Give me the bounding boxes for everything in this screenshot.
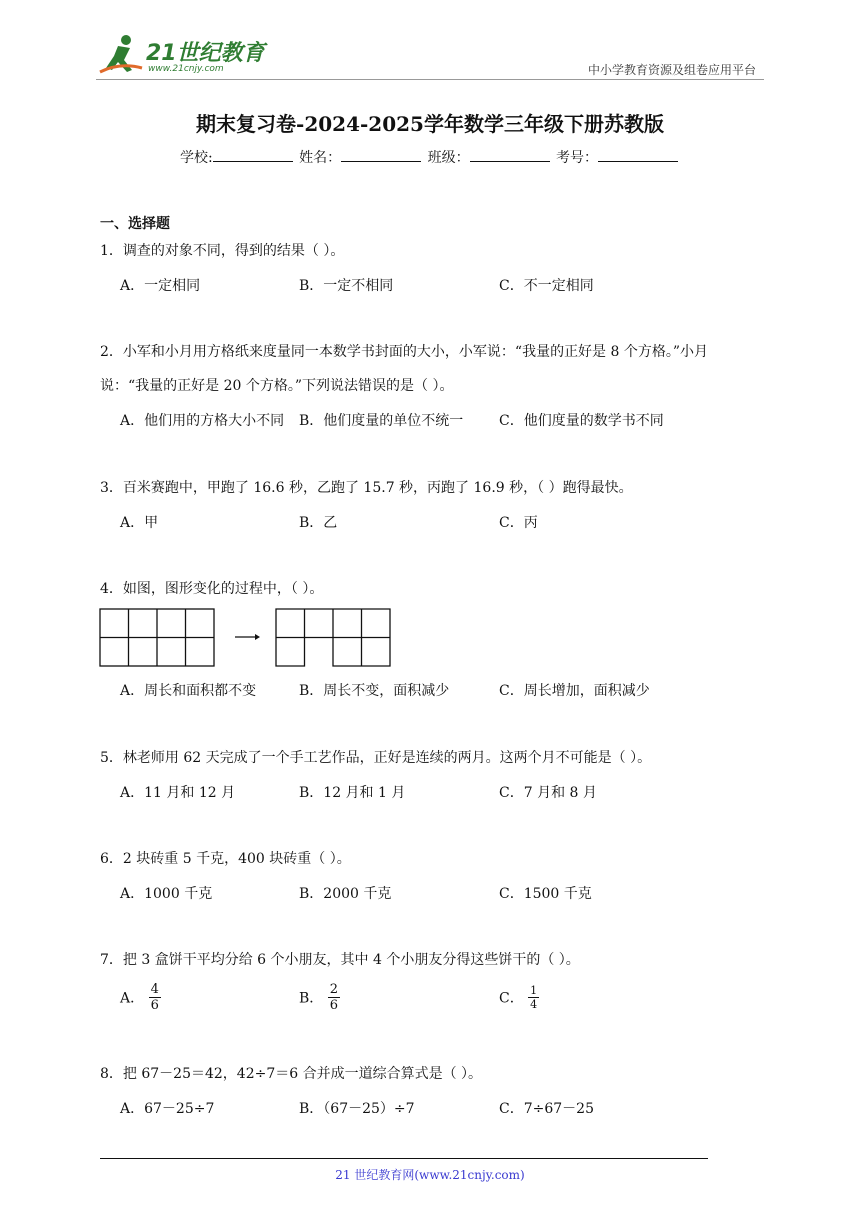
- q1-option-a: A．一定相同: [120, 278, 201, 294]
- arrow-right-icon: [235, 634, 260, 640]
- q7-option-c-label: C．: [499, 990, 524, 1007]
- q6-option-b: B．2000 千克: [299, 886, 392, 902]
- question-4-stem: 4．如图，图形变化的过程中，（ ）。: [100, 581, 324, 597]
- fraction: [528, 984, 539, 1011]
- q4-option-b: B．周长不变，面积减少: [299, 683, 450, 699]
- question-6-stem: 6．2 块砖重 5 千克，400 块砖重（ ）。: [100, 851, 351, 867]
- q4-option-a: A．周长和面积都不变: [120, 683, 257, 699]
- class-label: 班级：: [427, 150, 470, 166]
- denominator: 6: [329, 998, 339, 1013]
- q3-option-a: A．甲: [120, 515, 159, 531]
- name-blank[interactable]: [341, 147, 421, 162]
- numerator: 2: [329, 982, 339, 997]
- q4-option-c: C．周长增加，面积减少: [499, 683, 650, 699]
- section-title: 一、选择题: [100, 216, 170, 232]
- name-label: 姓名：: [299, 150, 342, 166]
- question-8-stem: 8．把 67－25＝42，42÷7＝6 合并成一道综合算式是（ ）。: [100, 1066, 483, 1082]
- header-divider: [96, 79, 764, 80]
- question-3-stem: 3．百米赛跑中，甲跑了 16.6 秒，乙跑了 15.7 秒，丙跑了 16.9 秒，（ ）跑得最快。: [100, 480, 633, 496]
- q3-option-c: C．丙: [499, 515, 538, 531]
- q7-option-b-label: B．: [299, 990, 324, 1007]
- question-7-stem: 7．把 3 盒饼干平均分给 6 个小朋友，其中 4 个小朋友分得这些饼干的（ ）。: [100, 952, 580, 968]
- school-blank[interactable]: [213, 147, 293, 162]
- q7-option-b: [299, 982, 340, 1013]
- logo: [96, 32, 266, 78]
- q3-option-b: B．乙: [299, 515, 338, 531]
- logo-text: 21世纪教育: [146, 41, 265, 66]
- q7-option-c: [499, 984, 539, 1011]
- q6-option-c: C．1500 千克: [499, 886, 592, 902]
- exam-no-label: 考号：: [556, 150, 599, 166]
- q6-option-a: A．1000 千克: [120, 886, 213, 902]
- exam-no-blank[interactable]: [598, 147, 678, 162]
- question-1-stem: 1．调查的对象不同，得到的结果（ ）。: [100, 243, 345, 259]
- q2-option-c: C．他们度量的数学书不同: [499, 413, 664, 429]
- q1-option-b: B．一定不相同: [299, 278, 394, 294]
- platform-label: 中小学教育资源及组卷应用平台: [587, 63, 756, 77]
- q5-option-c: C．7 月和 8 月: [499, 785, 597, 801]
- q8-option-c: C．7÷67－25: [499, 1101, 594, 1117]
- logo-url: www.21cnjy.com: [148, 64, 224, 74]
- fraction: [328, 982, 340, 1013]
- q5-option-a: A．11 月和 12 月: [120, 785, 236, 801]
- student-info-line: [0, 147, 860, 167]
- q2-option-a: A．他们用的方格大小不同: [120, 413, 285, 429]
- q7-option-a: [120, 982, 161, 1013]
- page-title: 期末复习卷-2024-2025学年数学三年级下册苏教版: [196, 112, 664, 136]
- question-5-stem: 5．林老师用 62 天完成了一个手工艺作品，正好是连续的两月。这两个月不可能是（ ）。: [100, 750, 652, 766]
- school-label: 学校:: [179, 150, 213, 166]
- numerator: 4: [150, 982, 159, 997]
- footer-link[interactable]: 21 世纪教育网(www.21cnjy.com): [335, 1168, 525, 1182]
- q1-option-c: C．不一定相同: [499, 278, 594, 294]
- q8-option-b: B．（67－25）÷7: [299, 1101, 415, 1117]
- denominator: 4: [530, 998, 538, 1011]
- class-blank[interactable]: [470, 147, 550, 162]
- question-2-stem-cont: 说：“我量的正好是 20 个方格。”下列说法错误的是（ ）。: [100, 378, 454, 394]
- question-2-stem: 2．小军和小月用方格纸来度量同一本数学书封面的大小，小军说：“我量的正好是 8 个方格。”小月: [100, 344, 709, 360]
- shape-transform-figure: [99, 607, 394, 669]
- runner-logo-icon: [96, 32, 144, 76]
- q5-option-b: B．12 月和 1 月: [299, 785, 406, 801]
- q8-option-a: A．67－25÷7: [120, 1101, 215, 1117]
- q7-option-a-label: A．: [120, 990, 145, 1007]
- footer-divider: [100, 1158, 708, 1159]
- fraction: [149, 982, 161, 1013]
- q2-option-b: B．他们度量的单位不统一: [299, 413, 464, 429]
- denominator: 6: [150, 998, 159, 1013]
- numerator: 1: [530, 984, 538, 997]
